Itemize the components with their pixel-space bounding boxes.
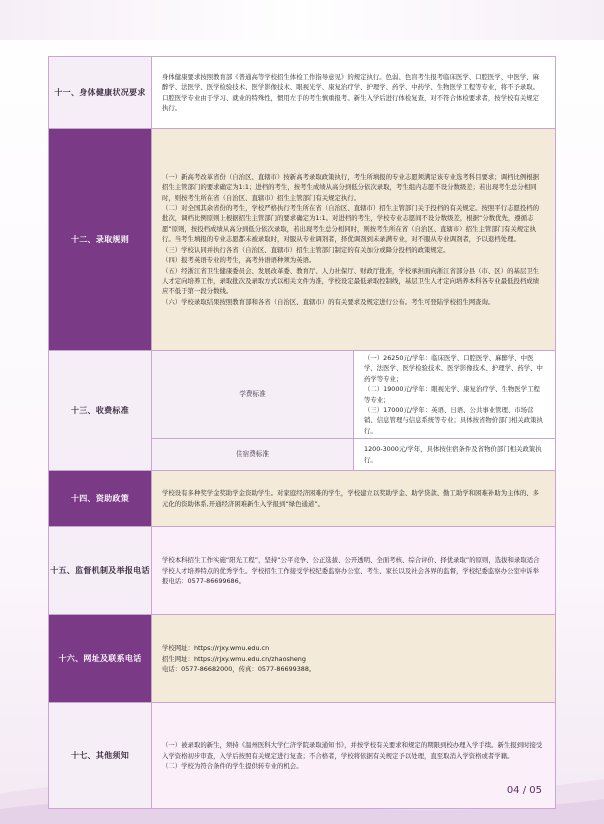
row-content <box>152 57 556 129</box>
paragraph: （一）26250元/学年：临床医学、口腔医学、麻醉学、中医学、法医学、医学检验技术、医学影像技术、护理学、药学、中药学等专业； <box>364 354 543 383</box>
paragraph: 学校设有多种奖学金奖助学金资助学生。对家庭经济困难的学生，学校建立以奖助学金、助学贷款、勤工助学和困难补助为主体的、多元化的资助体系,开通经济困难新生入学报到“绿色通道”。 <box>162 489 540 508</box>
paragraph: （二）19000元/学年：眼视光学、康复治疗学、生物医学工程等专业； <box>364 385 540 404</box>
sub-label-dorm: 住宿费标准 <box>152 439 354 471</box>
row-admission-rules <box>49 129 556 351</box>
row-label: 十六、网址及联系电话 <box>49 615 152 703</box>
row-label: 十二、录取规则 <box>49 129 152 351</box>
row-label: 十四、资助政策 <box>49 471 152 527</box>
row-label: 十七、其他须知 <box>49 703 152 809</box>
row-label: 十五、监督机制及举报电话 <box>49 527 152 615</box>
row-content <box>152 471 556 527</box>
paragraph: （五）经浙江省卫生健康委员会、发展改革委、教育厅、人力社保厅、财政厅批准，学校承担面向浙江省部分县（市、区）的基层卫生人才定向培养工作，录取批次及录取方式以相关文件为准，学校设定最低录取控制线，基层卫生人才定向培养本科各专业最低投档成绩应不低于第一段分数线。 <box>162 266 540 296</box>
row-content <box>152 703 556 809</box>
page-number: 04 / 05 <box>506 785 542 796</box>
phone-fax: 电话：0577-86682000，传真：0577-86699388。 <box>162 664 316 673</box>
row-content <box>152 129 556 351</box>
row-content <box>152 615 556 703</box>
admissions-website: 招生网址：https://rjxy.wmu.edu.cn/zhaosheng <box>162 654 306 663</box>
paragraph: （一）被录取的新生，须持《温州医科大学仁济学院录取通知书》，并按学校有关要求和规定的期限到校办理入学手续。新生报到时接受入学资格初步审查，入学后按照有关规定进行复查；不合格者，学校将依据有关规定予以处理，直至取消入学资格或者学籍。 <box>162 741 543 760</box>
paragraph: （三）学校认同并执行各省（自治区、直辖市）招生主管部门制定的有关加分或降分投档的政策规定。 <box>162 245 450 254</box>
paragraph: 学校本科招生工作实施“阳光工程”，坚持“公平竞争、公正选拔、公开透明、全面考核、综合评价、择优录取”的原则，选拔和录取适合学校人才培养特点的优秀学生。学校招生工作接受学校纪委监察办公室、考生、家长以及社会各界的监督，学校纪委监察办公室申诉举报电话：0577-86699686。 <box>162 556 540 585</box>
row-label: 十三、收费标准 <box>49 351 152 471</box>
admissions-table <box>48 56 556 809</box>
row-financial-aid <box>49 471 556 527</box>
paragraph: （四）报考英语专业的考生，高考外语语种须为英语。 <box>162 256 316 265</box>
paragraph: （二）对全国其余省份的考生，学校严格执行考生所在省（自治区、直辖市）招生主管部门关于投档的有关规定。按照平行志愿投档的批次，调档比例原则上根据招生主管部门的要求确定为1:1。对进档的考生，学校专业志愿间不设分数级差，根据“分数优先，遵循志愿”原则，按投档成绩从高分到低分依次录取，若出现考生总分相同时，则按考生所在省（自治区、直辖市）招生主管部门有关规定执行。当考生填报的专业志愿都未被录取时，对服从专业调剂者，择优调剂到未录满专业，对不服从专业调剂者，予以退档处理。 <box>162 204 540 244</box>
paragraph: 1200-3000元/学年，具体按住宿条件及省物价部门相关政策执行。 <box>364 445 542 464</box>
paragraph: （三）17000元/学年：英语、日语、公共事业管理、市场营销、信息管理与信息系统等专业；具体按省物价部门相关政策执行。 <box>364 406 543 435</box>
top-decoration <box>0 0 604 40</box>
row-contact <box>49 615 556 703</box>
paragraph: 身体健康要求按照教育部《普通高等学校招生体检工作指导意见》的规定执行。色弱、色盲考生报考临床医学、口腔医学、中医学、麻醉学、法医学、医学检验技术、医学影像技术、眼视光学、康复治疗学、护理学、药学、中药学、生物医学工程等专业，将不予录取。口腔医学专业由于学习、就业的特殊性，惯用左手的考生慎重报考。新生入学后进行体检复查，对不符合体检要求者，按学校有关规定执行。 <box>162 72 540 112</box>
paragraph: （六）学校录取结果按照教育部和各省（自治区、直辖市）的有关要求及规定进行公布。考生可登陆学校招生网查询。 <box>162 297 495 306</box>
paragraph: （一）新高考改革省份（自治区、直辖市）按新高考录取政策执行，考生所填报的专业志愿须满足该专业选考科目要求；调档比例根据招生主管部门的要求确定为1:1；进档的考生，按考生成绩从高分到低分依次录取，考生组内志愿不设分数级差；若出现考生总分相同时，则按考生所在省（自治区、直辖市）招生主管部门有关规定执行。 <box>162 172 540 202</box>
row-content <box>152 527 556 615</box>
row-content <box>354 439 556 471</box>
row-label: 十一、身体健康状况要求 <box>49 57 152 129</box>
row-other-notes <box>49 703 556 809</box>
school-website: 学校网址：https://rjxy.wmu.edu.cn <box>162 644 270 653</box>
row-health-requirements <box>49 57 556 129</box>
paragraph: （二）学校为符合条件的学生提供转专业的机会。 <box>162 761 303 770</box>
row-supervision <box>49 527 556 615</box>
row-fees-tuition <box>49 351 556 439</box>
sub-label-tuition: 学费标准 <box>152 351 354 439</box>
row-content <box>354 351 556 439</box>
